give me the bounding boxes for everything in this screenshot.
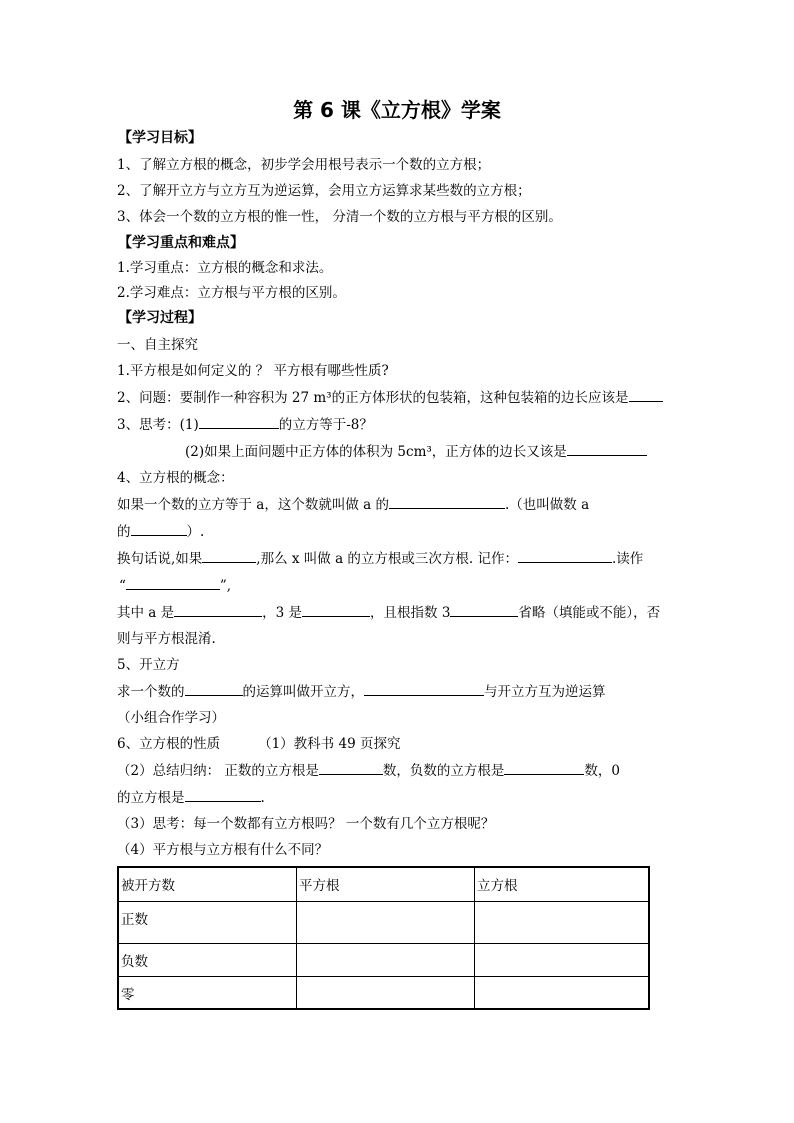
blank-cube-minus8[interactable] [199,414,279,429]
key-point-1: 1.学习重点：立方根的概念和求法。 [117,260,333,276]
parts-text-c: ，且根指数 3 [370,605,451,621]
operation-text-b: 的运算叫做开立方， [242,684,364,700]
question-4-title: 4、立方根的概念： [117,470,234,486]
question-6-title [117,734,677,754]
section-goals-header: 【学习目标】 [118,130,202,146]
definition-text-c: 的 [117,524,131,540]
blank-index[interactable] [302,602,370,617]
properties-summary-cont [117,787,677,808]
blank-box-side[interactable] [629,387,663,402]
blank-definition-alt[interactable] [131,521,187,536]
summary-text-b: 数，负数的立方根是 [382,763,505,779]
parts-text-a: 其中 a 是 [117,605,175,621]
difference-question: （4）平方根与立方根有什么不同？ [117,842,329,858]
table-cell[interactable] [475,976,650,1009]
blank-cube-side-5[interactable] [567,441,647,456]
summary-text-c: 数，0 [584,763,620,779]
table-cell[interactable] [475,901,650,943]
question-3a-prefix: 3、思考：(1) [117,417,199,433]
table-row-label: 负数 [118,943,297,976]
part1-title: 一、自主探究 [117,337,198,353]
table-header-cube-root: 立方根 [475,867,650,901]
parts-text-b: ，3 是 [262,605,303,621]
question-2-text: 2、问题：要制作一种容积为 27 m³的正方体形状的包装箱，这种包装箱的边长应该是 [117,390,629,406]
notation-text-a: 换句话说,如果 [117,551,203,567]
table-row [118,901,649,943]
table-row [118,943,649,976]
page-title: 第 6 课《立方根》学案 [293,98,501,122]
blank-notation[interactable] [518,548,612,563]
table-row [118,976,649,1009]
blank-condition[interactable] [202,548,256,563]
goal-3: 3、体会一个数的立方根的惟一性， 分清一个数的立方根与平方根的区别。 [117,209,562,225]
summary-text-a: （2）总结归纳： 正数的立方根是 [117,763,319,779]
blank-definition-name[interactable] [389,494,505,509]
reading-quote-open: “ [119,578,126,594]
table-header-square-root: 平方根 [297,867,475,901]
blank-radicand[interactable] [174,602,262,617]
table-row-label: 零 [118,976,297,1009]
table-cell[interactable] [297,901,475,943]
question-3b-text: (2)如果上面问题中正方体的体积为 5cm³，正方体的边长又该是 [185,444,567,460]
definition-text-b: .（也叫做数 a [504,497,590,513]
question-3a [117,414,677,435]
cube-root-definition [117,494,677,515]
notation-text-c: .读作 [612,551,644,567]
question-3b [117,441,677,462]
question-3a-suffix: 的立方等于-8？ [278,417,373,433]
worksheet [117,96,677,1010]
reading-quote-close: ”, [219,578,232,594]
table-header-row [118,867,649,901]
goal-2: 2、了解开立方与立方互为逆运算，会用立方运算求某些数的立方根； [117,183,531,199]
table-cell[interactable] [297,943,475,976]
notation-text-b: ,那么 x 叫做 a 的立方根或三次方根. 记作： [256,551,518,567]
operation-text-a: 求一个数的 [117,684,185,700]
table-header-radicand: 被开方数 [118,867,297,901]
cube-root-reading [117,575,677,596]
comparison-table [117,866,650,1010]
think-question: （3）思考：每一个数都有立方根吗？ 一个数有几个立方根呢？ [117,816,495,832]
table-cell[interactable] [297,976,475,1009]
parts-text-d: 省略（填能或不能），否 [518,605,661,621]
operation-text-c: 与开立方互为逆运算 [484,684,606,700]
question-1: 1.平方根是如何定义的 ？ 平方根有哪些性质? [117,363,389,379]
blank-operation[interactable] [185,681,243,696]
section-process-header: 【学习过程】 [118,310,202,326]
properties-title: 6、立方根的性质 [117,736,221,752]
summary-text-e: . [260,790,265,806]
blank-positive-root[interactable] [319,760,383,775]
cube-root-parts [117,602,677,623]
cube-root-notation [117,548,677,569]
section-key-points-header: 【学习重点和难点】 [118,235,244,251]
cube-root-parts-cont: 则与平方根混淆. [117,631,216,647]
table-row-label: 正数 [118,901,297,943]
key-point-2: 2.学习难点：立方根与平方根的区别。 [117,285,346,301]
cube-root-operation [117,681,677,702]
properties-summary [117,760,677,781]
cube-root-definition-cont [117,521,677,542]
group-study-note: （小组合作学习） [117,710,225,726]
blank-zero-root[interactable] [185,787,261,802]
properties-explore: （1）教科书 49 页探究 [258,736,401,752]
table-cell[interactable] [475,943,650,976]
blank-reading[interactable] [126,575,220,590]
definition-text-d: ）. [186,524,205,540]
summary-text-d: 的立方根是 [117,790,185,806]
goal-1: 1、了解立方根的概念，初步学会用根号表示一个数的立方根； [117,157,491,173]
question-5-title: 5、开立方 [117,657,180,673]
definition-text-a: 如果一个数的立方等于 a，这个数就叫做 a 的 [117,497,389,513]
blank-negative-root[interactable] [504,760,584,775]
question-2 [117,387,677,408]
blank-omit[interactable] [450,602,518,617]
blank-inverse[interactable] [364,681,484,696]
